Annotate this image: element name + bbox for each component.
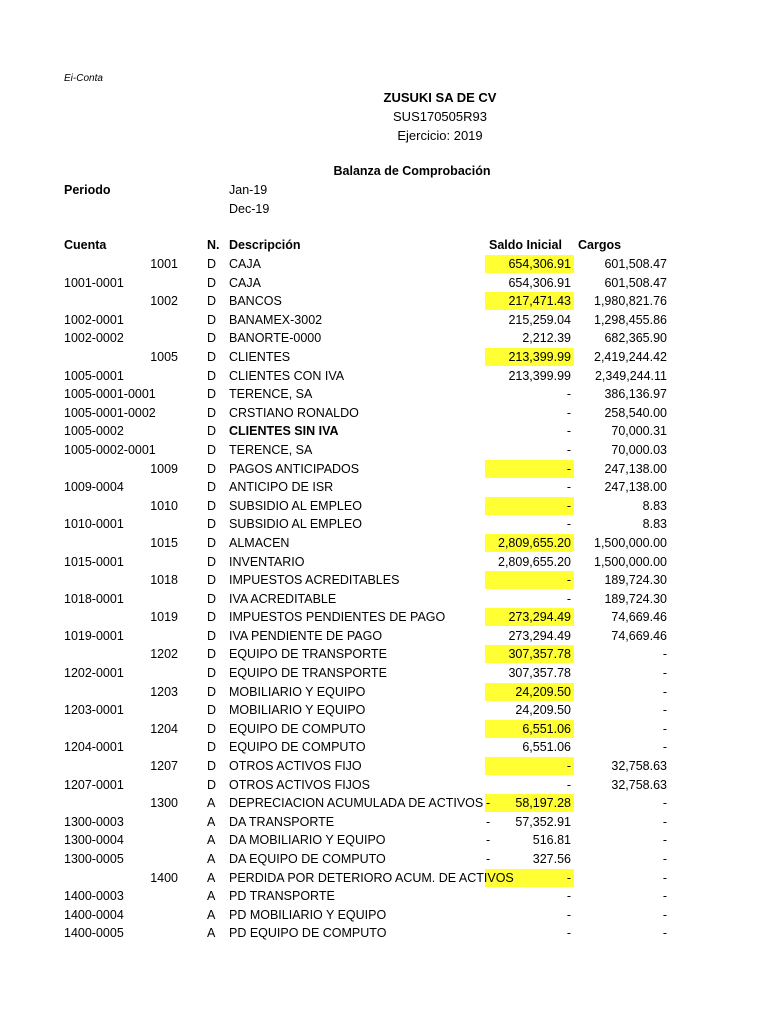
cell-cargos: 8.83 — [642, 498, 667, 513]
balance-table — [0, 255, 768, 943]
cell-cargos: 247,138.00 — [604, 480, 667, 495]
cell-num: 1202 — [150, 647, 178, 662]
cell-cargos: - — [662, 814, 667, 829]
saldo-highlight — [485, 757, 574, 775]
cell-naturaleza: A — [207, 814, 216, 829]
table-row — [0, 850, 768, 869]
cell-naturaleza: D — [207, 554, 217, 569]
cell-naturaleza: A — [207, 907, 216, 922]
cell-descripcion: TERENCE, SA — [229, 442, 313, 457]
cell-naturaleza: D — [207, 312, 217, 327]
table-row — [0, 292, 768, 311]
periodo-label: Periodo — [64, 183, 111, 197]
cell-saldo-inicial: 24,209.50 — [515, 703, 571, 718]
cell-cuenta: 1005-0002-0001 — [64, 442, 156, 457]
saldo-highlight — [485, 590, 574, 608]
cell-saldo-inicial: - — [566, 907, 571, 922]
saldo-highlight — [485, 460, 574, 478]
cell-num: 1001 — [150, 257, 178, 271]
cell-naturaleza: D — [207, 368, 217, 383]
cell-descripcion: BANORTE-0000 — [229, 331, 322, 346]
cell-saldo-inicial: - — [566, 480, 571, 495]
col-header-descripcion: Descripción — [229, 238, 301, 252]
cell-saldo-inicial: 2,212.39 — [522, 331, 571, 346]
cell-saldo-inicial: - — [566, 591, 571, 606]
cell-saldo-inicial: 307,357.78 — [508, 666, 571, 681]
cell-descripcion: DA EQUIPO DE COMPUTO — [229, 852, 386, 866]
fiscal-year: Ejercicio: 2019 — [397, 128, 483, 143]
cell-cuenta: 1400-0003 — [64, 889, 124, 904]
cell-cargos: 1,980,821.76 — [594, 294, 667, 309]
periodo-from: Jan-19 — [229, 183, 268, 197]
cell-num: 1300 — [150, 796, 178, 811]
col-header-cargos: Cargos — [578, 238, 622, 252]
cell-descripcion: CAJA — [229, 275, 261, 290]
table-row — [0, 571, 768, 590]
cell-cargos: 247,138.00 — [604, 461, 667, 476]
cell-cuenta: 1019-0001 — [64, 628, 124, 643]
table-row — [0, 311, 768, 330]
table-row — [0, 776, 768, 795]
cell-saldo-inicial: 6,551.06 — [522, 740, 571, 755]
cell-cargos: 2,349,244.11 — [594, 368, 667, 383]
table-row — [0, 701, 768, 720]
cell-cargos: 2,419,244.42 — [594, 349, 667, 364]
table-row — [0, 906, 768, 925]
cell-num: 1005 — [150, 349, 178, 364]
cell-cargos: 32,758.63 — [611, 777, 667, 792]
cell-descripcion: DA MOBILIARIO Y EQUIPO — [229, 833, 386, 848]
cell-cargos: - — [662, 889, 667, 904]
cell-cargos: 74,669.46 — [611, 610, 667, 625]
cell-descripcion: PD EQUIPO DE COMPUTO — [229, 926, 387, 941]
cell-naturaleza: D — [207, 740, 217, 755]
cell-saldo-inicial: - — [566, 405, 571, 420]
cell-naturaleza: D — [207, 721, 217, 736]
cell-descripcion: IMPUESTOS ACREDITABLES — [229, 573, 400, 588]
cell-cuenta: 1018-0001 — [64, 591, 124, 606]
saldo-highlight — [485, 478, 574, 496]
cell-cargos: 682,365.90 — [604, 331, 667, 346]
cell-naturaleza: D — [207, 461, 217, 476]
table-row — [0, 924, 768, 943]
table-row — [0, 757, 768, 776]
table-row — [0, 497, 768, 516]
cell-saldo-inicial: 213,399.99 — [508, 368, 571, 383]
cell-num: 1019 — [150, 610, 178, 625]
cell-saldo-inicial: 57,352.91 — [515, 814, 571, 829]
table-row — [0, 515, 768, 534]
cell-cargos: 8.83 — [642, 517, 667, 532]
table-row — [0, 664, 768, 683]
table-row — [0, 422, 768, 441]
saldo-highlight — [485, 924, 574, 942]
cell-saldo-inicial: - — [566, 870, 571, 885]
saldo-highlight — [485, 497, 574, 515]
brand-label: Ei-Conta — [64, 73, 103, 84]
cell-cargos: - — [662, 703, 667, 718]
cell-descripcion: BANCOS — [229, 294, 282, 309]
saldo-highlight — [485, 422, 574, 440]
cell-saldo-inicial: 273,294.49 — [508, 628, 571, 643]
cell-cargos: - — [662, 833, 667, 848]
cell-descripcion: BANAMEX-3002 — [229, 312, 323, 327]
cell-descripcion: IVA PENDIENTE DE PAGO — [229, 628, 383, 643]
cell-naturaleza: A — [207, 796, 216, 811]
cell-cuenta: 1005-0001-0001 — [64, 387, 156, 402]
saldo-highlight — [485, 385, 574, 403]
cell-cargos: - — [662, 666, 667, 681]
cell-cuenta: 1002-0001 — [64, 312, 124, 327]
cell-cargos: 258,540.00 — [604, 405, 667, 420]
cell-saldo-inicial: 2,809,655.20 — [498, 554, 571, 569]
cell-cargos: 386,136.97 — [604, 387, 667, 402]
cell-cargos: - — [662, 870, 667, 885]
cell-naturaleza: D — [207, 275, 217, 290]
cell-naturaleza: D — [207, 442, 217, 457]
cell-saldo-inicial: - — [566, 573, 571, 588]
cell-naturaleza: D — [207, 257, 217, 271]
table-row — [0, 441, 768, 460]
cell-saldo-inicial: - — [566, 442, 571, 457]
cell-cuenta: 1400-0004 — [64, 907, 124, 922]
cell-cargos: 32,758.63 — [611, 759, 667, 774]
cell-descripcion: TERENCE, SA — [229, 387, 313, 402]
table-row — [0, 720, 768, 739]
cell-saldo-inicial: - — [566, 777, 571, 792]
cell-descripcion: SUBSIDIO AL EMPLEO — [229, 498, 362, 513]
cell-cargos: - — [662, 926, 667, 941]
cell-cuenta: 1300-0004 — [64, 833, 124, 848]
cell-cargos: 1,500,000.00 — [594, 535, 667, 550]
cell-naturaleza: A — [207, 833, 216, 848]
cell-saldo-inicial: - — [566, 387, 571, 402]
cell-naturaleza: D — [207, 424, 217, 439]
cell-cuenta: 1002-0002 — [64, 331, 124, 346]
cell-num: 1010 — [150, 498, 178, 513]
cell-saldo-inicial: 213,399.99 — [508, 349, 571, 364]
col-header-n: N. — [207, 238, 220, 252]
cell-saldo-inicial: 654,306.91 — [508, 257, 571, 271]
cell-saldo-inicial: - — [566, 461, 571, 476]
cell-saldo-inicial: - — [566, 889, 571, 904]
cell-num: 1204 — [150, 721, 178, 736]
cell-saldo-inicial: 273,294.49 — [508, 610, 571, 625]
cell-negative-sign: - — [486, 814, 491, 829]
cell-naturaleza: A — [207, 889, 216, 904]
cell-saldo-inicial: - — [566, 424, 571, 439]
cell-cuenta: 1015-0001 — [64, 554, 124, 569]
cell-naturaleza: D — [207, 628, 217, 643]
table-row — [0, 385, 768, 404]
cell-descripcion: CLIENTES — [229, 349, 291, 364]
cell-naturaleza: A — [207, 852, 216, 866]
cell-descripcion: MOBILIARIO Y EQUIPO — [229, 703, 366, 718]
cell-cargos: 601,508.47 — [604, 275, 667, 290]
cell-naturaleza: D — [207, 405, 217, 420]
cell-cuenta: 1001-0001 — [64, 275, 124, 290]
cell-descripcion: CLIENTES SIN IVA — [229, 424, 339, 439]
cell-naturaleza: A — [207, 870, 216, 885]
table-row — [0, 534, 768, 553]
table-row — [0, 367, 768, 386]
table-row — [0, 813, 768, 832]
table-row — [0, 887, 768, 906]
cell-saldo-inicial: - — [566, 517, 571, 532]
cell-naturaleza: D — [207, 480, 217, 495]
cell-cuenta: 1202-0001 — [64, 666, 124, 681]
cell-descripcion: CAJA — [229, 257, 261, 271]
cell-naturaleza: D — [207, 535, 217, 550]
saldo-highlight — [485, 906, 574, 924]
saldo-highlight — [485, 571, 574, 589]
cell-naturaleza: D — [207, 573, 217, 588]
table-row — [0, 794, 768, 813]
cell-num: 1207 — [150, 759, 178, 774]
cell-descripcion: EQUIPO DE COMPUTO — [229, 721, 366, 736]
table-row — [0, 460, 768, 479]
cell-descripcion: EQUIPO DE COMPUTO — [229, 740, 366, 755]
cell-cargos: 189,724.30 — [604, 591, 667, 606]
cell-saldo-inicial: - — [566, 759, 571, 774]
cell-naturaleza: D — [207, 703, 217, 718]
cell-naturaleza: D — [207, 591, 217, 606]
cell-saldo-inicial: 58,197.28 — [515, 796, 571, 811]
table-row — [0, 255, 768, 274]
cell-saldo-inicial: 516.81 — [532, 833, 571, 848]
cell-saldo-inicial: 654,306.91 — [508, 275, 571, 290]
table-row — [0, 478, 768, 497]
cell-descripcion: EQUIPO DE TRANSPORTE — [229, 647, 387, 662]
cell-cuenta: 1005-0002 — [64, 424, 124, 439]
cell-saldo-inicial: 327.56 — [532, 852, 571, 866]
cell-cuenta: 1203-0001 — [64, 703, 124, 718]
cell-descripcion: PD TRANSPORTE — [229, 889, 335, 904]
cell-naturaleza: D — [207, 349, 217, 364]
table-row — [0, 608, 768, 627]
cell-num: 1400 — [150, 870, 178, 885]
cell-saldo-inicial: 2,809,655.20 — [498, 535, 571, 550]
cell-descripcion: OTROS ACTIVOS FIJO — [229, 759, 362, 774]
cell-num: 1015 — [150, 535, 178, 550]
cell-cuenta: 1005-0001 — [64, 368, 124, 383]
cell-num: 1203 — [150, 684, 178, 699]
cell-descripcion: IVA ACREDITABLE — [229, 591, 337, 606]
cell-cargos: - — [662, 796, 667, 811]
cell-cargos: 70,000.31 — [611, 424, 667, 439]
table-row — [0, 738, 768, 757]
table-row — [0, 645, 768, 664]
cell-descripcion: INVENTARIO — [229, 554, 305, 569]
cell-saldo-inicial: 24,209.50 — [515, 684, 571, 699]
cell-saldo-inicial: 215,259.04 — [508, 312, 571, 327]
periodo-to: Dec-19 — [229, 202, 270, 216]
cell-negative-sign: - — [486, 796, 491, 811]
cell-naturaleza: D — [207, 684, 217, 699]
cell-descripcion: ANTICIPO DE ISR — [229, 480, 334, 495]
cell-naturaleza: A — [207, 926, 216, 941]
cell-descripcion: DEPRECIACION ACUMULADA DE ACTIVOS — [229, 796, 484, 811]
cell-cuenta: 1400-0005 — [64, 926, 124, 941]
cell-cargos: 189,724.30 — [604, 573, 667, 588]
cell-naturaleza: D — [207, 498, 217, 513]
cell-saldo-inicial: - — [566, 926, 571, 941]
cell-naturaleza: D — [207, 759, 217, 774]
cell-num: 1009 — [150, 461, 178, 476]
saldo-highlight — [485, 441, 574, 459]
cell-naturaleza: D — [207, 610, 217, 625]
cell-cargos: 74,669.46 — [611, 628, 667, 643]
report-title: Balanza de Comprobación — [333, 164, 491, 178]
cell-cargos: - — [662, 721, 667, 736]
cell-cargos: - — [662, 647, 667, 662]
cell-descripcion: PAGOS ANTICIPADOS — [229, 461, 360, 476]
cell-naturaleza: D — [207, 647, 217, 662]
cell-descripcion: MOBILIARIO Y EQUIPO — [229, 684, 366, 699]
saldo-highlight — [485, 404, 574, 422]
cell-cuenta: 1204-0001 — [64, 740, 124, 755]
saldo-highlight — [485, 776, 574, 794]
cell-saldo-inicial: 307,357.78 — [508, 647, 571, 662]
cell-cuenta: 1207-0001 — [64, 777, 124, 792]
cell-naturaleza: D — [207, 294, 217, 309]
cell-cuenta: 1005-0001-0002 — [64, 405, 156, 420]
table-row — [0, 348, 768, 367]
cell-descripcion: SUBSIDIO AL EMPLEO — [229, 517, 362, 532]
cell-cargos: 1,298,455.86 — [594, 312, 667, 327]
cell-cargos: - — [662, 852, 667, 866]
table-row — [0, 869, 768, 888]
cell-cuenta: 1300-0005 — [64, 852, 124, 866]
cell-cargos: - — [662, 684, 667, 699]
cell-descripcion: PERDIDA POR DETERIORO ACUM. DE ACTIVOS — [229, 870, 514, 885]
cell-descripcion: CLIENTES CON IVA — [229, 368, 345, 383]
cell-num: 1002 — [150, 294, 178, 309]
saldo-highlight — [485, 887, 574, 905]
cell-descripcion: EQUIPO DE TRANSPORTE — [229, 666, 387, 681]
cell-naturaleza: D — [207, 517, 217, 532]
cell-cuenta: 1009-0004 — [64, 480, 124, 495]
company-rfc: SUS170505R93 — [393, 109, 487, 124]
cell-cargos: 1,500,000.00 — [594, 554, 667, 569]
cell-descripcion: IMPUESTOS PENDIENTES DE PAGO — [229, 610, 446, 625]
cell-cargos: 70,000.03 — [611, 442, 667, 457]
cell-saldo-inicial: 217,471.43 — [508, 294, 571, 309]
cell-descripcion: OTROS ACTIVOS FIJOS — [229, 777, 370, 792]
saldo-highlight — [485, 515, 574, 533]
col-header-cuenta: Cuenta — [64, 238, 107, 252]
cell-saldo-inicial: - — [566, 498, 571, 513]
cell-saldo-inicial: 6,551.06 — [522, 721, 571, 736]
cell-cuenta: 1300-0003 — [64, 814, 124, 829]
table-row — [0, 404, 768, 423]
table-row — [0, 627, 768, 646]
cell-naturaleza: D — [207, 666, 217, 681]
cell-naturaleza: D — [207, 331, 217, 346]
table-row — [0, 553, 768, 572]
cell-descripcion: PD MOBILIARIO Y EQUIPO — [229, 907, 387, 922]
table-row — [0, 683, 768, 702]
cell-cuenta: 1010-0001 — [64, 517, 124, 532]
table-row — [0, 590, 768, 609]
cell-descripcion: DA TRANSPORTE — [229, 814, 335, 829]
cell-num: 1018 — [150, 573, 178, 588]
cell-cargos: - — [662, 740, 667, 755]
table-row — [0, 274, 768, 293]
cell-negative-sign: - — [486, 852, 491, 866]
cell-cargos: 601,508.47 — [604, 257, 667, 271]
cell-naturaleza: D — [207, 777, 217, 792]
cell-descripcion: CRSTIANO RONALDO — [229, 405, 359, 420]
cell-negative-sign: - — [486, 833, 491, 848]
cell-cargos: - — [662, 907, 667, 922]
col-header-saldo-inicial: Saldo Inicial — [489, 238, 562, 252]
company-name: ZUSUKI SA DE CV — [383, 90, 497, 105]
table-row — [0, 831, 768, 850]
cell-naturaleza: D — [207, 387, 217, 402]
cell-descripcion: ALMACEN — [229, 535, 290, 550]
table-row — [0, 329, 768, 348]
